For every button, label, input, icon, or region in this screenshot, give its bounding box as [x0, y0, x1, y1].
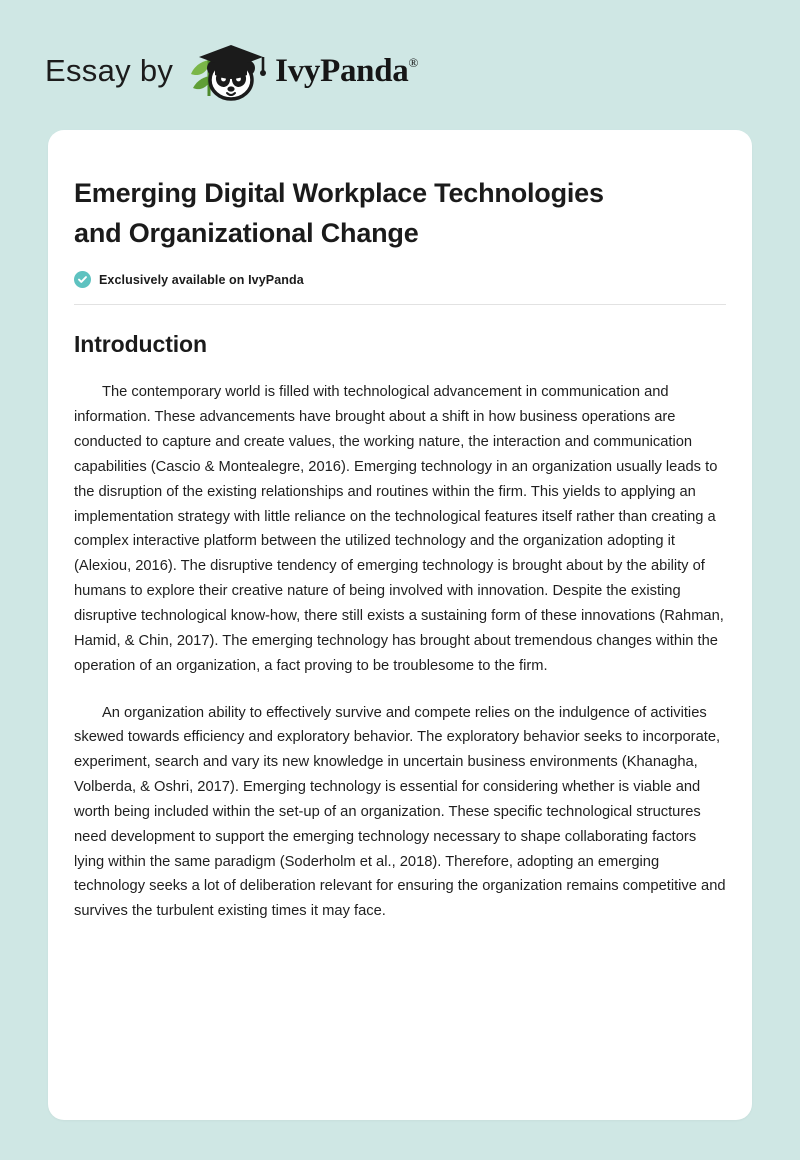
title-divider [74, 304, 726, 305]
ivypanda-logo[interactable] [185, 38, 418, 104]
brand-trademark: ® [408, 54, 419, 70]
panda-graduation-cap-icon [185, 38, 271, 104]
essay-by-label: Essay by [45, 53, 174, 88]
exclusive-badge [74, 271, 726, 288]
essay-card [48, 130, 752, 1120]
section-heading-introduction: Introduction [74, 331, 207, 358]
body-paragraph: An organization ability to effectively survive and compete relies on the indulgence of activities skewed towards efficiency and exploratory behavior. The exploratory behavior seeks to incorporate, experiment, search and vary its new knowledge in uncertain business environments (Khanagha, Volberda, & Oshri, 2017). Emerging technology is essential for considering whether is viable and worth being included within the set-up of an organization. These specific technological structures need development to support the emerging technology necessary to shape collaborating factors lying within the same paradigm (Soderholm et al., 2018). Therefore, adopting an emerging technology seeks a lot of deliberation relevant for ensuring the organization remains competitive and survives the turbulent existing times it may face. [74, 704, 726, 920]
body-paragraph: The contemporary world is filled with technological advancement in communication and information. These advancements have brought about a shift in how business operations are conducted to capture and create values, the working nature, the interaction and communication capabilities (Cascio & Montealegre, 2016). Emerging technology in an organization usually leads to the disruption of the existing relationships and routines within the firm. This yields to applying an implementation strategy with little reliance on the technological features itself rather than creating a complex interactive platform between the utilized technology and the organization adopting it (Alexiou, 2016). The disruptive tendency of emerging technology is brought about by the ability of humans to explore their creative nature of being involved with innovation. Despite the existing disruptive technological know-how, there still exists a sustaining form of these innovations (Rahman, Hamid, & Chin, 2017). The emerging technology has brought about tremendous changes within the operation of an organization, a fact proving to be troublesome to the firm. [74, 384, 724, 674]
page-title: Emerging Digital Workplace Technologies and Organizational Change [74, 178, 604, 248]
brand-wordmark [275, 53, 418, 90]
brand-header [45, 36, 418, 106]
check-circle-icon [74, 271, 91, 288]
brand-name-text: IvyPanda [275, 52, 409, 89]
exclusive-badge-label: Exclusively available on IvyPanda [99, 272, 304, 287]
